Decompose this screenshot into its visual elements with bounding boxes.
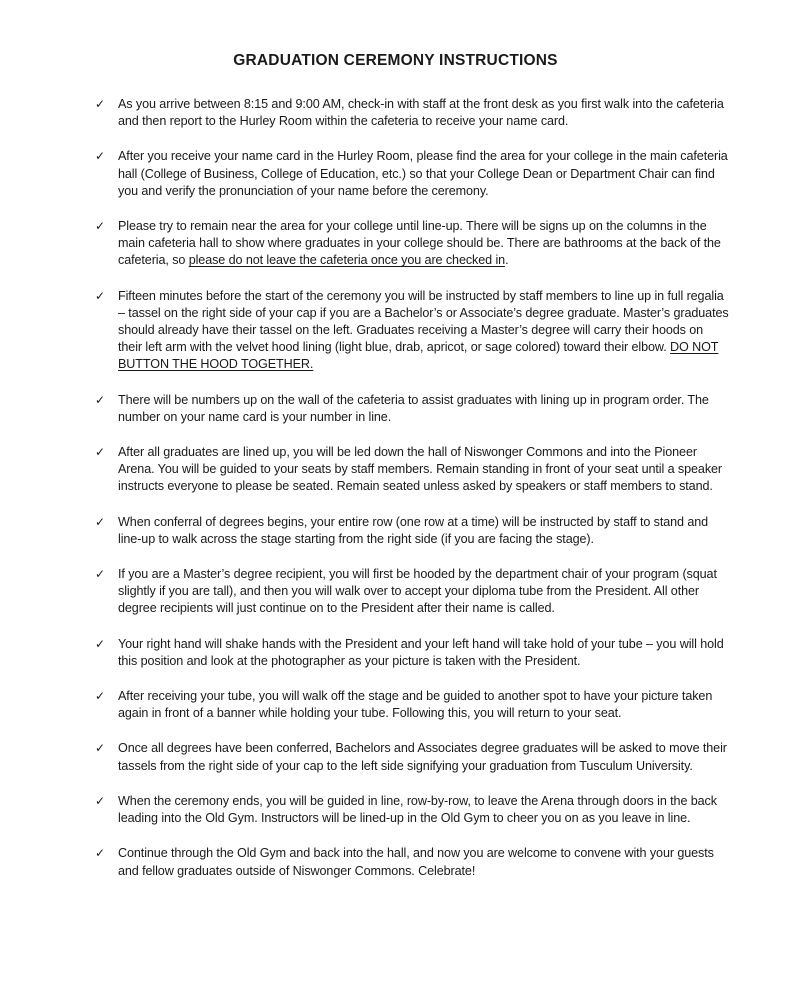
item-text [118,96,729,130]
checkmark-icon: ✓ [95,97,105,111]
text-segment: Please try to remain near the area for your college until line-up. There will be signs up on the columns in the main cafeteria hall to show where graduates in your college should be. There are bathrooms at the back of the cafeteria, so [118,219,721,268]
text-segment: After receiving your tube, you will walk off the stage and be guided to another spot to have your picture taken again in front of a banner while holding your tube. Following this, you will return to your seat. [118,689,713,721]
item-text [118,392,729,426]
checkmark-icon: ✓ [95,288,105,303]
checkmark-icon: ✓ [95,846,105,861]
item-text [118,636,729,670]
checkmark-icon: ✓ [95,392,105,407]
item-text [118,740,729,774]
checkmark-icon: ✓ [95,636,105,651]
checkmark-icon: ✓ [95,445,105,460]
item-text [118,566,729,618]
text-segment: There will be numbers up on the wall of the cafeteria to assist graduates with lining up in program order. The number on your name card is your number in line. [118,392,709,424]
text-segment: If you are a Master’s degree recipient, you will first be hooded by the department chair of your program (squat slightly if you are tall), and then you will walk over to accept your diploma tube from the President. All other degree recipients will just continue on to the President after their name is called. [118,567,717,616]
text-segment: When the ceremony ends, you will be guided in line, row-by-row, to leave the Arena through doors in the back leading into the Old Gym. Instructors will be lined-up in the Old Gym to cheer you on as you leave in line. [118,793,717,826]
item-text [118,288,729,374]
text-segment: When conferral of degrees begins, your entire row (one row at a time) will be instructed by staff to stand and line-up to walk across the stage starting from the right side (if you are facing the stage). [118,514,709,546]
text-segment: Fifteen minutes before the start of the ceremony you will be instructed by staff members to line up in full regalia – tassel on the right side of your cap if you are a Bachelor’s or Associate’s degree graduate. Master’s graduates should already have their tassel on the left. Graduates receiving a Master’s degree will carry their hoods on their left arm with the velvet hood lining (light blue, drab, apricot, or sage colored) toward their elbow. [118,288,729,355]
text-segment: After you receive your name card in the Hurley Room, please find the area for your college in the main cafeteria hall (College of Business, College of Education, etc.) so that your College Dean or Department Chair can find you and verify the pronunciation of your name before the ceremony. [118,149,728,198]
text-segment: As you arrive between 8:15 and 9:00 AM, check-in with staff at the front desk as you first walk into the cafeteria and then report to the Hurley Room within the cafeteria to receive your name card. [118,97,724,129]
underlined-text: DO NOT BUTTON THE HOOD TOGETHER. [118,340,719,372]
list-item [95,288,729,374]
text-segment: Your right hand will shake hands with the President and your left hand will take hold of your tube – you will hold this position and look at the photographer as your picture is taken with the President. [118,636,724,668]
list-item [95,688,729,722]
item-text [118,444,729,496]
list-item [95,740,729,774]
item-text [118,148,729,200]
underlined-text: please do not leave the cafeteria once you are checked in [188,253,506,268]
list-item [95,392,729,426]
list-item [95,845,729,879]
checkmark-icon: ✓ [95,149,105,164]
text-segment: Continue through the Old Gym and back into the hall, and now you are welcome to convene with your guests and fellow graduates outside of Niswonger Commons. Celebrate! [118,846,714,878]
list-item [95,148,729,200]
checkmark-icon: ✓ [95,567,105,582]
list-item [95,636,729,670]
checkmark-icon: ✓ [95,689,105,704]
text-segment: . [505,253,509,268]
text-segment: After all graduates are lined up, you will be led down the hall of Niswonger Commons and into the Pioneer Arena. You will be guided to your seats by staff members. Remain standing in front of your seat until a speaker instructs everyone to please be seated. Remain seated unless asked by speakers or staff members to stand. [118,445,723,494]
list-item [95,566,729,618]
page-title: GRADUATION CEREMONY INSTRUCTIONS [233,52,558,69]
item-text [118,218,729,270]
list-item [95,793,729,827]
item-text [118,845,729,879]
checkmark-icon: ✓ [95,793,105,808]
list-item [95,218,729,270]
list-item [95,514,729,548]
text-segment: Once all degrees have been conferred, Bachelors and Associates degree graduates will be asked to move their tassels from the right side of your cap to the left side signifying your graduation from Tusculum University. [118,741,727,773]
item-text [118,514,729,548]
item-text [118,688,729,722]
list-item [95,96,729,130]
checkmark-icon: ✓ [95,219,105,234]
list-item [95,444,729,496]
item-text [118,793,729,827]
checkmark-icon: ✓ [95,741,105,756]
instruction-list [95,96,729,880]
checkmark-icon: ✓ [95,514,105,529]
